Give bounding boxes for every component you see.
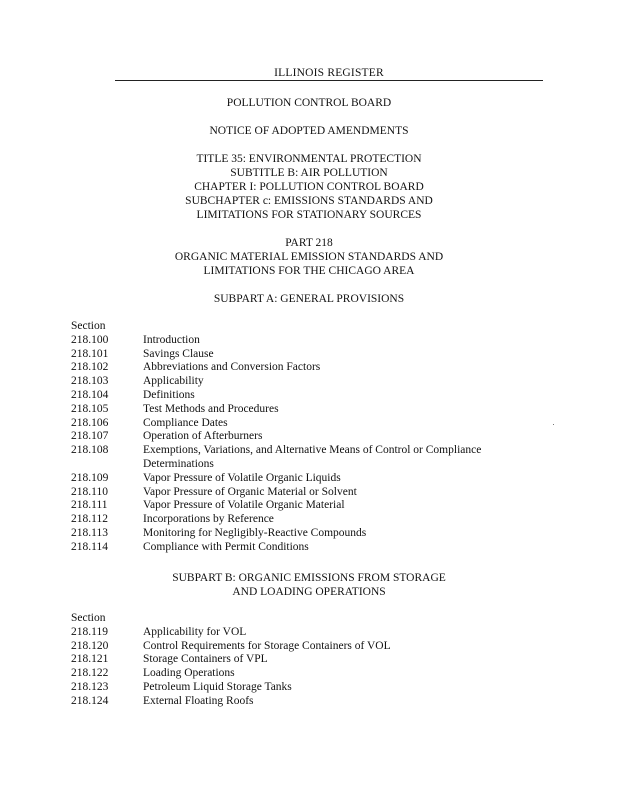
section-title: Savings Clause (143, 347, 214, 360)
toc-row (71, 472, 551, 486)
subpart-b-title-line: AND LOADING OPERATIONS (232, 586, 386, 598)
section-number: 218.100 (71, 333, 109, 346)
section-number: 218.114 (71, 540, 108, 553)
section-title: Applicability (143, 375, 204, 388)
toc-row (71, 486, 551, 500)
title-line: TITLE 35: ENVIRONMENTAL PROTECTION (196, 153, 422, 165)
section-title: Exemptions, Variations, and Alternative Means of Control or Compliance Determinations (143, 444, 482, 470)
toc-row (71, 513, 551, 527)
section-number: 218.102 (71, 361, 109, 374)
part-block (60, 236, 558, 278)
toc-row (71, 430, 551, 444)
section-title: Compliance with Permit Conditions (143, 540, 309, 553)
toc-row (71, 389, 551, 403)
section-title: Monitoring for Negligibly-Reactive Compounds (143, 526, 367, 539)
subpart-b-toc (71, 612, 551, 709)
toc-row (71, 667, 551, 681)
section-title: External Floating Roofs (143, 694, 254, 707)
scan-speck (553, 424, 554, 425)
section-number: 218.111 (71, 499, 108, 512)
subpart-b-title (60, 571, 558, 599)
section-label: Section (71, 612, 106, 624)
section-title: Operation of Afterburners (143, 430, 263, 443)
section-title: Abbreviations and Conversion Factors (143, 361, 321, 374)
section-number: 218.103 (71, 375, 109, 388)
toc-row (71, 403, 551, 417)
title-line: SUBCHAPTER c: EMISSIONS STANDARDS AND (185, 195, 433, 207)
title-line: LIMITATIONS FOR STATIONARY SOURCES (196, 209, 422, 221)
section-number: 218.121 (71, 653, 109, 666)
toc-row (71, 527, 551, 541)
section-label: Section (71, 320, 106, 332)
section-title: Vapor Pressure of Volatile Organic Material (143, 499, 345, 512)
toc-row (71, 626, 551, 640)
section-number: 218.124 (71, 694, 109, 707)
title-line: SUBTITLE B: AIR POLLUTION (230, 167, 388, 179)
section-title: Definitions (143, 388, 195, 401)
title-block (60, 152, 558, 222)
toc-row (71, 417, 551, 431)
section-number: 218.107 (71, 430, 109, 443)
toc-row (71, 695, 551, 709)
section-number: 218.104 (71, 388, 109, 401)
section-title: Introduction (143, 333, 200, 346)
header-rule (115, 80, 543, 81)
section-number: 218.122 (71, 667, 109, 680)
notice-title: NOTICE OF ADOPTED AMENDMENTS (209, 125, 409, 137)
board-name: POLLUTION CONTROL BOARD (226, 97, 392, 109)
section-title: Control Requirements for Storage Containers of VOL (143, 639, 391, 652)
part-line: LIMITATIONS FOR THE CHICAGO AREA (203, 265, 415, 277)
toc-row (71, 541, 551, 555)
section-number: 218.105 (71, 402, 109, 415)
toc-row (71, 653, 551, 667)
title-line: CHAPTER I: POLLUTION CONTROL BOARD (194, 181, 424, 193)
subpart-a-toc (71, 320, 551, 555)
subpart-b-title-line: SUBPART B: ORGANIC EMISSIONS FROM STORAGE (172, 572, 446, 584)
toc-row (71, 361, 551, 375)
section-title: Incorporations by Reference (143, 513, 274, 526)
part-line: PART 218 (285, 237, 333, 249)
section-number: 218.123 (71, 680, 109, 693)
toc-row (71, 375, 551, 389)
section-number: 218.101 (71, 347, 109, 360)
section-number: 218.110 (71, 485, 108, 498)
section-number: 218.109 (71, 471, 109, 484)
register-header (115, 67, 543, 81)
register-title: ILLINOIS REGISTER (274, 67, 384, 79)
subpart-a-title: SUBPART A: GENERAL PROVISIONS (213, 293, 405, 305)
toc-row (71, 681, 551, 695)
section-title: Loading Operations (143, 667, 235, 680)
section-number: 218.119 (71, 625, 108, 638)
toc-row (71, 640, 551, 654)
section-number: 218.112 (71, 513, 108, 526)
toc-row (71, 348, 551, 362)
section-number: 218.106 (71, 416, 109, 429)
section-title: Test Methods and Procedures (143, 402, 279, 415)
toc-row (71, 444, 551, 472)
section-title: Vapor Pressure of Organic Material or Solvent (143, 485, 357, 498)
toc-row (71, 499, 551, 513)
section-title: Vapor Pressure of Volatile Organic Liquids (143, 471, 341, 484)
section-number: 218.108 (71, 444, 109, 457)
toc-row (71, 334, 551, 348)
section-number: 218.113 (71, 526, 108, 539)
section-number: 218.120 (71, 639, 109, 652)
section-title: Storage Containers of VPL (143, 653, 268, 666)
section-title: Applicability for VOL (143, 625, 247, 638)
section-title: Compliance Dates (143, 416, 228, 429)
section-title: Petroleum Liquid Storage Tanks (143, 680, 292, 693)
part-line: ORGANIC MATERIAL EMISSION STANDARDS AND (174, 251, 444, 263)
